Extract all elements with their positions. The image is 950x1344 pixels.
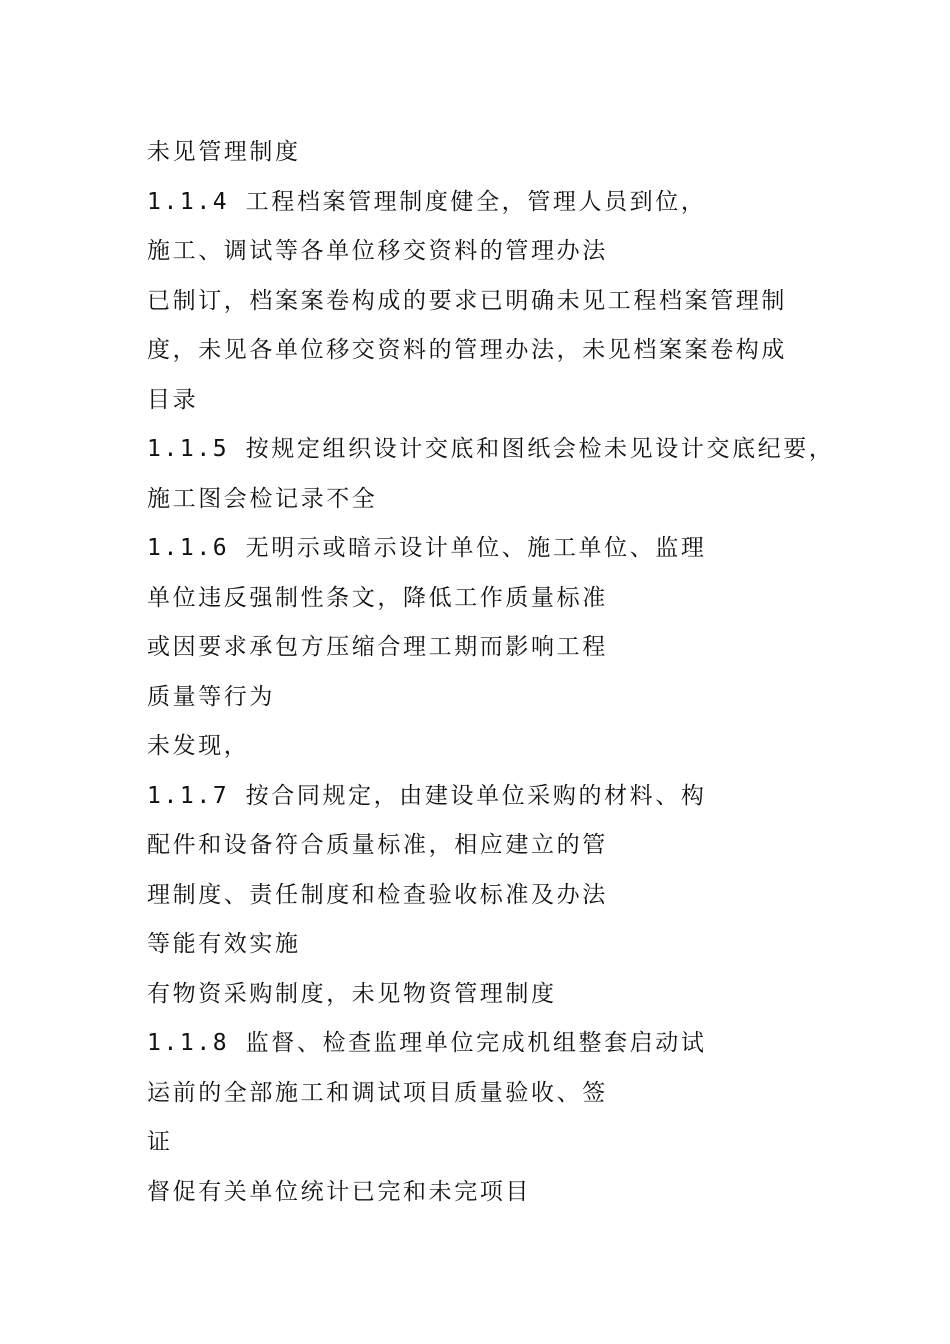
text-line: 已制订，档案案卷构成的要求已明确未见工程档案管理制 (147, 287, 787, 314)
text-line: 1.1.5 按规定组织设计交底和图纸会检未见设计交底纪要， (147, 436, 835, 462)
text-line: 未发现， (147, 733, 250, 759)
text-line: 未见管理制度 (147, 139, 301, 165)
document-body (147, 128, 847, 1217)
text-line: 1.1.6 无明示或暗示设计单位、施工单位、监理 (147, 535, 707, 561)
text-line: 督促有关单位统计已完和未完项目 (147, 1178, 531, 1205)
text-line: 单位违反强制性条文，降低工作质量标准 (147, 584, 608, 611)
text-line: 等能有效实施 (147, 931, 301, 957)
text-line: 1.1.8 监督、检查监理单位完成机组整套启动试 (147, 1030, 707, 1056)
text-line: 目录 (147, 386, 199, 413)
text-line: 度，未见各单位移交资料的管理办法，未见档案案卷构成 (147, 337, 787, 363)
text-line: 或因要求承包方压缩合理工期而影响工程 (147, 634, 608, 660)
text-line: 配件和设备符合质量标准，相应建立的管 (147, 832, 608, 858)
text-line: 质量等行为 (147, 683, 275, 710)
text-line: 理制度、责任制度和检查验收标准及办法 (147, 881, 608, 908)
text-line: 施工、调试等各单位移交资料的管理办法 (147, 238, 608, 264)
text-line: 1.1.4 工程档案管理制度健全，管理人员到位， (147, 188, 707, 215)
text-line: 运前的全部施工和调试项目质量验收、签 (147, 1079, 608, 1106)
text-line: 证 (147, 1129, 173, 1155)
text-line: 1.1.7 按合同规定，由建设单位采购的材料、构 (147, 782, 707, 809)
text-line: 施工图会检记录不全 (147, 485, 378, 512)
text-line: 有物资采购制度，未见物资管理制度 (147, 980, 557, 1007)
